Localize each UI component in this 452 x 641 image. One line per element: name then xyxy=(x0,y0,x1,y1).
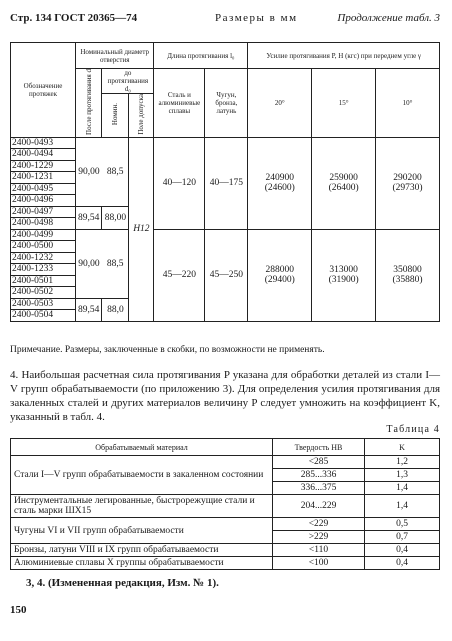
hardness-cell: 336...375 xyxy=(273,482,365,495)
col-angle-20: 20° xyxy=(248,69,312,138)
col-nomin: Номин. xyxy=(102,94,129,138)
col-force: Усилие протягивания P, Н (кгс) при переднем угле γ xyxy=(248,43,440,69)
code-cell: 2400-0500 xyxy=(11,241,76,253)
code-cell: 2400-0501 xyxy=(11,275,76,287)
k-cell: 0,7 xyxy=(365,531,440,544)
len-steel-cell: 40—120 xyxy=(154,137,205,229)
code-cell: 2400-0504 xyxy=(11,310,76,322)
table-note: Примечание. Размеры, заключенные в скобки, по возможности не применять. xyxy=(10,345,325,355)
code-cell: 2400-0496 xyxy=(11,195,76,207)
force-10-cell: 290200 (29730) xyxy=(376,137,440,229)
d0-cell: 88,5 xyxy=(102,137,129,206)
paragraph-4: 4. Наибольшая расчетная сила протягивания P указана для обработки деталей из стали I—V групп обрабатываемости (по приложению 3). Для определения усилия протягивания для закаленных сталей и других материалов величину P следует умножить на коэффициент K, указанный в табл. 4. xyxy=(10,369,440,423)
code-cell: 2400-0494 xyxy=(11,149,76,161)
hardness-cell: <285 xyxy=(273,456,365,469)
col-nominal-diameter: Номинальный диаметр отверстия xyxy=(76,43,154,69)
hardness-cell: <100 xyxy=(273,557,365,570)
standard-ref: Стр. 134 ГОСТ 20365—74 xyxy=(10,12,138,24)
col-before: до протягивания d₀ xyxy=(102,69,154,94)
coefficient-table xyxy=(10,438,440,570)
material-cell: Бронзы, латуни VIII и IX групп обрабатываемости xyxy=(11,544,273,557)
len-cast-cell: 40—175 xyxy=(205,137,248,229)
force-20-cell: 288000 (29400) xyxy=(248,229,312,321)
units-note: Размеры в мм xyxy=(215,12,298,24)
d-cell: 90,00 xyxy=(76,229,102,298)
force-15-cell: 313000 (31900) xyxy=(312,229,376,321)
page-header xyxy=(10,12,440,28)
col-steel: Сталь и алюминиевые сплавы xyxy=(154,69,205,138)
material-cell: Алюминиевые сплавы X группы обрабатываемости xyxy=(11,557,273,570)
len-cast-cell: 45—250 xyxy=(205,229,248,321)
code-cell: 2400-0497 xyxy=(11,206,76,218)
code-cell: 2400-1232 xyxy=(11,252,76,264)
k-cell: 1,3 xyxy=(365,469,440,482)
code-cell: 2400-1233 xyxy=(11,264,76,276)
code-cell: 2400-1231 xyxy=(11,172,76,184)
hardness-cell: 285...336 xyxy=(273,469,365,482)
material-cell: Чугуны VI и VII групп обрабатываемости xyxy=(11,518,273,544)
hardness-cell: >229 xyxy=(273,531,365,544)
col-hardness: Твердость НВ xyxy=(273,439,365,456)
code-cell: 2400-0502 xyxy=(11,287,76,299)
force-20-cell: 240900 (24600) xyxy=(248,137,312,229)
k-cell: 1,4 xyxy=(365,495,440,518)
hardness-cell: 204...229 xyxy=(273,495,365,518)
d0-cell: 88,0 xyxy=(102,298,129,321)
col-tol: Поле допуска xyxy=(129,94,154,138)
col-designation: Обозначение протяжек xyxy=(11,43,76,138)
tol-cell: H12 xyxy=(129,137,154,321)
col-angle-10: 10° xyxy=(376,69,440,138)
d-cell: 89,54 xyxy=(76,298,102,321)
force-10-cell: 350800 (35880) xyxy=(376,229,440,321)
d-cell: 90,00 xyxy=(76,137,102,206)
hardness-cell: <229 xyxy=(273,518,365,531)
code-cell: 2400-0499 xyxy=(11,229,76,241)
len-steel-cell: 45—220 xyxy=(154,229,205,321)
d0-cell: 88,5 xyxy=(102,229,129,298)
material-cell: Инструментальные легированные, быстрорежущие стали и сталь марки ШХ15 xyxy=(11,495,273,518)
table4-caption: Таблица 4 xyxy=(386,424,440,435)
d0-cell: 88,00 xyxy=(102,206,129,229)
col-k: K xyxy=(365,439,440,456)
code-cell: 2400-0498 xyxy=(11,218,76,230)
col-material: Обрабатываемый материал xyxy=(11,439,273,456)
d-cell: 89,54 xyxy=(76,206,102,229)
col-length: Длина протягивания l₀ xyxy=(154,43,248,69)
code-cell: 2400-0493 xyxy=(11,137,76,149)
col-after: После протягивания d xyxy=(76,69,102,138)
table-continuation: Продолжение табл. 3 xyxy=(337,12,440,24)
code-cell: 2400-1229 xyxy=(11,160,76,172)
hardness-cell: <110 xyxy=(273,544,365,557)
k-cell: 1,2 xyxy=(365,456,440,469)
k-cell: 0,5 xyxy=(365,518,440,531)
force-15-cell: 259000 (26400) xyxy=(312,137,376,229)
k-cell: 1,4 xyxy=(365,482,440,495)
col-angle-15: 15° xyxy=(312,69,376,138)
col-cast: Чугун, бронза, латунь xyxy=(205,69,248,138)
broach-table xyxy=(10,42,440,322)
code-cell: 2400-0495 xyxy=(11,183,76,195)
k-cell: 0,4 xyxy=(365,544,440,557)
material-cell: Стали I—V групп обрабатываемости в закаленном состоянии xyxy=(11,456,273,495)
page-number: 150 xyxy=(10,604,27,616)
code-cell: 2400-0503 xyxy=(11,298,76,310)
k-cell: 0,4 xyxy=(365,557,440,570)
amendment-note: 3, 4. (Измененная редакция, Изм. № 1). xyxy=(26,577,219,589)
